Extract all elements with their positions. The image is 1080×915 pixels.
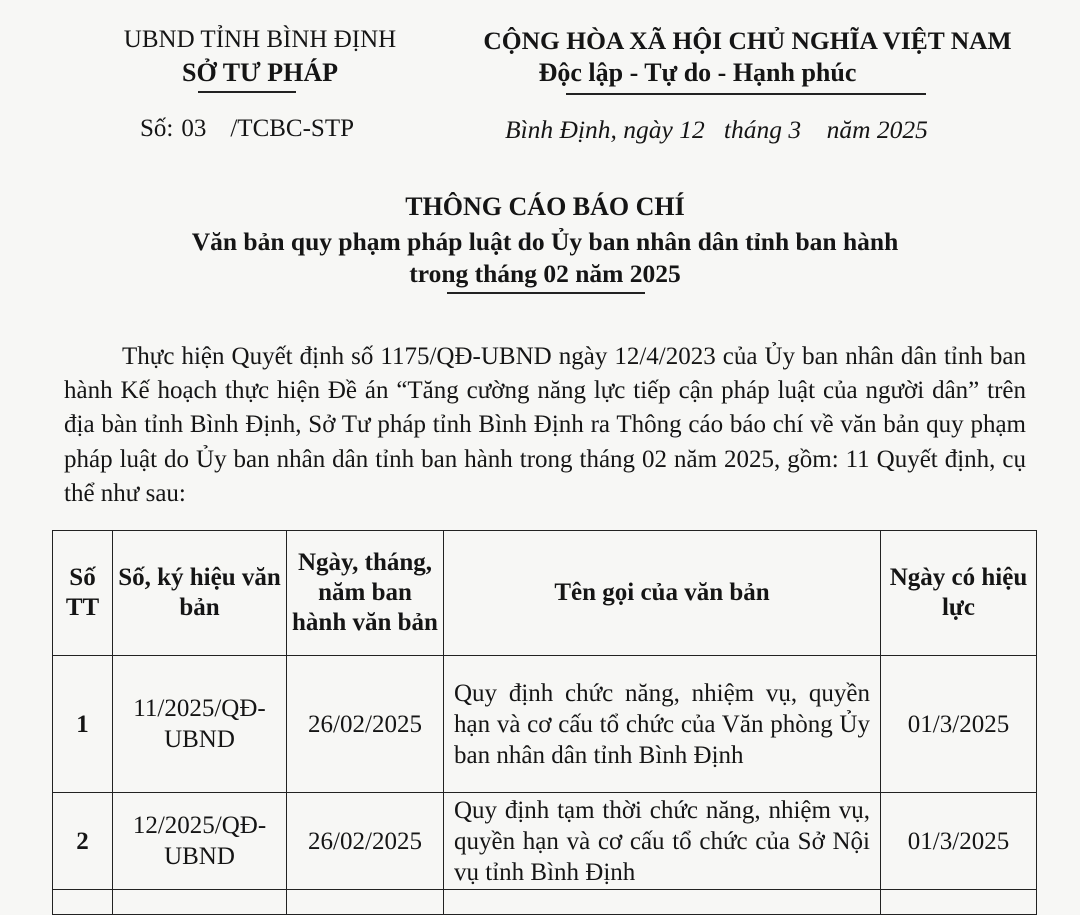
header-stt: Số TT	[53, 531, 113, 656]
header-document-name: Tên gọi của văn bản	[444, 531, 881, 656]
document-title: THÔNG CÁO BÁO CHÍ	[405, 192, 685, 221]
header-effective-date: Ngày có hiệu lực	[881, 531, 1037, 656]
row-stt: 1	[53, 656, 113, 793]
title-underline	[447, 292, 645, 294]
national-motto: Độc lập - Tự do - Hạnh phúc	[538, 58, 857, 87]
motto-underline	[566, 93, 926, 95]
document-subtitle: Văn bản quy phạm pháp luật do Ủy ban nhân dân tỉnh ban hành	[191, 227, 899, 256]
row-effective-date: 01/3/2025	[881, 656, 1037, 793]
table-row	[53, 793, 1037, 890]
row-symbol: 11/2025/QĐ-UBND	[113, 656, 287, 793]
table-row	[53, 656, 1037, 793]
documents-table	[52, 530, 1037, 915]
document-number-value: 03	[181, 115, 207, 142]
row-document-name: Quy định chức năng, nhiệm vụ, quyền hạn và cơ cấu tổ chức của Văn phòng Ủy ban nhân dân tỉnh Bình Định	[444, 656, 881, 793]
issuing-department: SỞ TƯ PHÁP	[181, 58, 338, 87]
place-date: Bình Định, ngày 12 tháng 3 năm 2025	[505, 115, 928, 144]
issuing-authority: UBND TỈNH BÌNH ĐỊNH	[123, 26, 397, 53]
national-title: CỘNG HÒA XÃ HỘI CHỦ NGHĨA VIỆT NAM	[483, 26, 1012, 55]
header-symbol: Số, ký hiệu văn bản	[113, 531, 287, 656]
table-row-partial	[53, 890, 1037, 915]
department-underline	[198, 91, 296, 93]
row-symbol: 12/2025/QĐ-UBND	[113, 793, 287, 890]
document-number-label: Số:	[140, 115, 174, 142]
row-issued-date: 26/02/2025	[287, 656, 444, 793]
table-header-row	[53, 531, 1037, 656]
document-subtitle-period: trong tháng 02 năm 2025	[409, 259, 681, 288]
intro-paragraph: Thực hiện Quyết định số 1175/QĐ-UBND ngày 12/4/2023 của Ủy ban nhân dân tỉnh ban hành Kế hoạch thực hiện Đề án “Tăng cường năng lực tiếp cận pháp luật của người dân” trên địa bàn tỉnh Bình Định, Sở Tư pháp tỉnh Bình Định ra Thông cáo báo chí về văn bản quy phạm pháp luật do Ủy ban nhân dân tỉnh ban hành trong tháng 02 năm 2025, gồm: 11 Quyết định, cụ thể như sau:	[64, 343, 1026, 507]
row-stt: 2	[53, 793, 113, 890]
row-issued-date: 26/02/2025	[287, 793, 444, 890]
document-number-code: /TCBC-STP	[230, 115, 355, 142]
header-issued-date: Ngày, tháng, năm ban hành văn bản	[287, 531, 444, 656]
row-effective-date: 01/3/2025	[881, 793, 1037, 890]
document-number	[140, 115, 354, 143]
row-document-name: Quy định tạm thời chức năng, nhiệm vụ, quyền hạn và cơ cấu tổ chức của Sở Nội vụ tỉnh Bình Định	[444, 793, 881, 890]
